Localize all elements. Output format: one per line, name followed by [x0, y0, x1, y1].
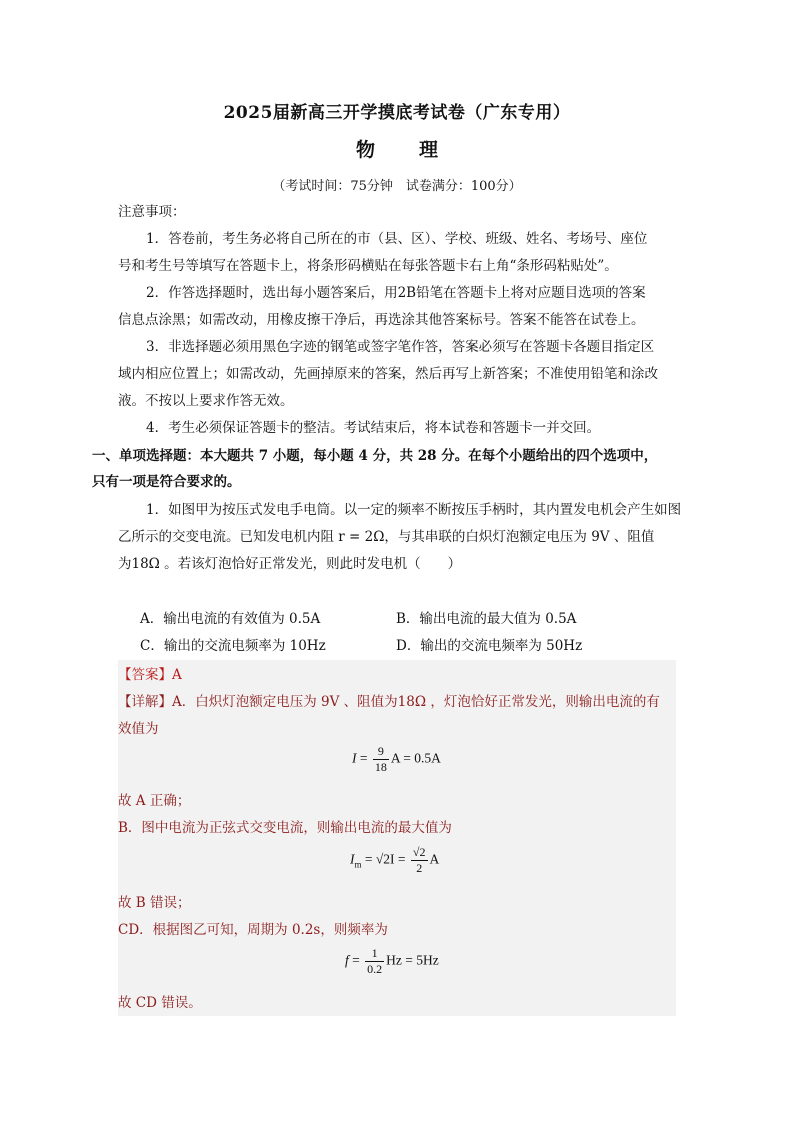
question-stem: 1．如图甲为按压式发电手电筒。以一定的频率不断按压手柄时，其内置发电机会产生如图: [146, 502, 682, 518]
formula-effective-current: I = $\frac{9}{18}$ A = 0.5A: [352, 744, 441, 774]
fraction: [373, 744, 389, 775]
section-heading-cont: 只有一项是符合要求的。: [92, 474, 241, 490]
fraction-numerator: 1: [365, 946, 384, 962]
option-b: B．输出电流的最大值为 0.5A: [396, 611, 577, 627]
formula-rhs: A = 0.5A: [390, 750, 441, 766]
detail-line: 效值为: [118, 721, 159, 737]
conclusion-cd: 故 CD 错误。: [118, 995, 202, 1011]
exam-time-info: （考试时间：75分钟 试卷满分：100分）: [272, 179, 522, 194]
fraction: [411, 845, 428, 876]
note-line: 3．非选择题必须用黑色字迹的钢笔或签字笔作答，答案必须写在答题卡各题目指定区: [146, 339, 655, 355]
subject-char-1: 物: [355, 139, 375, 161]
fraction-denominator: 0.2: [367, 962, 383, 976]
option-a: A．输出电流的有效值为 0.5A: [140, 611, 321, 627]
note-line: 1．答卷前，考生务必将自己所在的市（县、区）、学校、班级、姓名、考场号、座位: [146, 231, 648, 247]
formula-lhs: I: [352, 750, 357, 766]
note-line: 4．考生必须保证答题卡的整洁。考试结束后，将本试卷和答题卡一并交回。: [146, 420, 601, 436]
note-line: 信息点涂黑；如需改动，用橡皮擦干净后，再选涂其他答案标号。答案不能答在试卷上。: [118, 312, 645, 328]
formula-lhs: I: [350, 851, 355, 867]
fraction-denominator: 18: [374, 760, 387, 774]
formula-frequency: f = $\frac{1}{0.2}$ Hz = 5Hz: [345, 946, 439, 976]
note-line: 2．作答选择题时，选出每小题答案后，用2B铅笔在答题卡上将对应题目选项的答案: [146, 285, 646, 301]
note-line: 域内相应位置上；如需改动，先画掉原来的答案，然后再写上新答案；不准使用铅笔和涂改: [118, 366, 658, 382]
formula-rhs: Hz = 5Hz: [386, 952, 439, 968]
detail-line-cd: CD．根据图乙可知，周期为 0.2s，则频率为: [118, 922, 388, 938]
fraction-numerator: √2: [412, 845, 426, 859]
conclusion-a: 故 A 正确；: [118, 793, 191, 809]
detail-line-b: B．图中电流为正弦式交变电流，则输出电流的最大值为: [118, 820, 452, 836]
conclusion-b: 故 B 错误；: [118, 895, 191, 911]
section-heading: 一、单项选择题：本大题共 7 小题，每小题 4 分，共 28 分。在每个小题给出的四个选项中，: [92, 448, 658, 464]
note-line: 液。不按以上要求作答无效。: [118, 393, 294, 409]
fraction-numerator: 9: [373, 744, 389, 760]
option-c: C．输出的交流电频率为 10Hz: [140, 638, 326, 654]
answer-line: 【答案】A: [118, 667, 182, 683]
question-stem: 乙所示的交变电流。已知发电机内阻 r = 2Ω，与其串联的白炽灯泡额定电压为 9V 、阻值: [118, 529, 655, 545]
formula-max-current: [350, 845, 439, 876]
notes-heading: 注意事项：: [118, 204, 186, 220]
option-d: D．输出的交流电频率为 50Hz: [396, 638, 583, 654]
subject-heading: [0, 135, 794, 162]
fraction-denominator: 2: [416, 861, 423, 875]
note-line: 号和考生号等填写在答题卡上，将条形码横贴在每张答题卡右上角“条形码粘贴处”。: [118, 258, 618, 274]
question-stem: 为18Ω 。若该灯泡恰好正常发光，则此时发电机（ ）: [118, 556, 462, 572]
exam-title: 2025届新高三开学摸底考试卷（广东专用）: [223, 103, 571, 123]
detail-line: 【详解】A．白炽灯泡额定电压为 9V 、阻值为18Ω ，灯泡恰好正常发光，则输出电流的有: [118, 694, 660, 710]
formula-lhs-subscript: m: [354, 859, 362, 870]
subject-char-2: 理: [419, 139, 439, 161]
formula-lhs: f: [345, 952, 349, 968]
formula-mid: = √2I =: [364, 851, 406, 867]
formula-rhs: A: [429, 851, 440, 867]
fraction: [365, 946, 384, 977]
